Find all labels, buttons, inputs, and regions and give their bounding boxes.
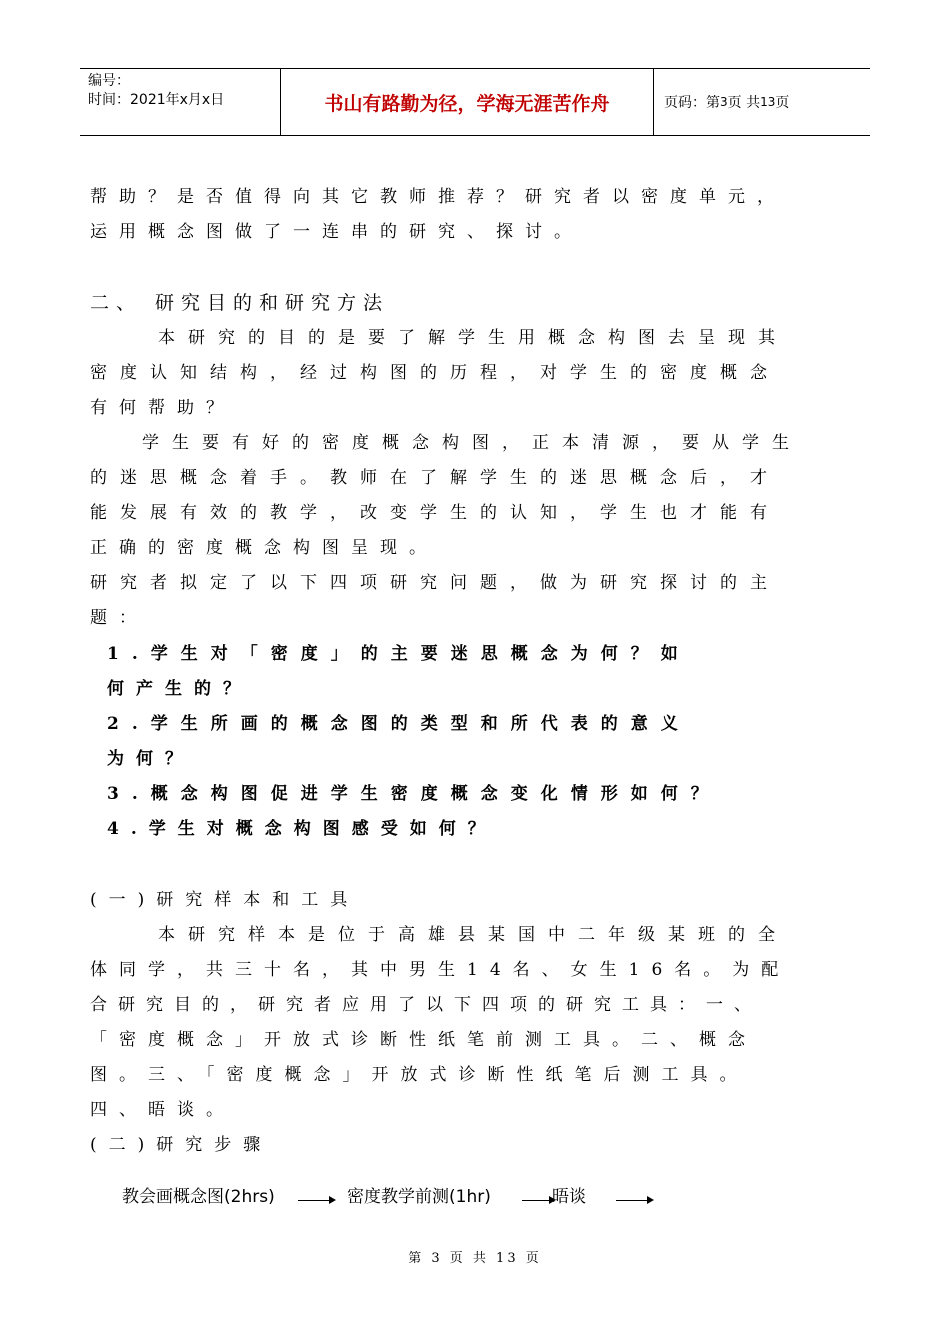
page-mid: 页 共 <box>727 95 761 111</box>
research-question-1-cont: 何产生的？ <box>107 679 252 699</box>
flow-arrow-icon <box>616 1200 648 1201</box>
paragraph-line: 学生要有好的密度概念构图，正本清源，要从学生 <box>142 433 802 453</box>
paragraph-line: 题： <box>90 608 148 628</box>
paragraph-line: 本研究的目的是要了解学生用概念构图去呈现其 <box>158 328 788 348</box>
subsection-heading: (二)研究步骤 <box>90 1135 273 1155</box>
paragraph-line: 体同学，共三十名，其中男生14名、女生16名。为配 <box>90 960 791 980</box>
paragraph-line: 本研究样本是位于高雄县某国中二年级某班的全 <box>158 925 788 945</box>
paragraph-line: 研究者拟定了以下四项研究问题，做为研究探讨的主 <box>90 573 780 593</box>
page-header <box>80 68 870 136</box>
paragraph-line: 「密度概念」开放式诊断性纸笔前测工具。二、概念 <box>90 1030 757 1050</box>
page-total: 13 <box>760 95 776 109</box>
page-number: 3 <box>720 95 728 109</box>
research-question-1: 1.学生对「密度」的主要迷思概念为何？如 <box>107 644 691 664</box>
research-question-2: 2.学生所画的概念图的类型和所代表的意义 <box>107 714 691 734</box>
header-motto: 书山有路勤为径，学海无涯苦作舟 <box>281 69 654 135</box>
number-label: 编号： <box>88 73 130 89</box>
paragraph-line: 运用概念图做了一连串的研究、探讨。 <box>90 222 583 242</box>
time-label: 时间：2021年x月x日 <box>88 92 225 108</box>
paragraph-line: 密度认知结构，经过构图的历程，对学生的密度概念 <box>90 363 780 383</box>
research-question-2-cont: 为何？ <box>107 749 194 769</box>
paragraph-line: 四、晤谈。 <box>90 1100 235 1120</box>
paragraph-line: 的迷思概念着手。教师在了解学生的迷思概念后，才 <box>90 468 780 488</box>
paragraph-line: 图。三、「密度概念」开放式诊断性纸笔后测工具。 <box>90 1065 749 1085</box>
flow-step-3: 晤谈 <box>552 1187 586 1207</box>
research-question-3: 3.概念构图促进学生密度概念变化情形如何？ <box>107 784 721 804</box>
page-prefix: 页码：第 <box>664 95 720 111</box>
header-page-info <box>654 69 870 135</box>
paragraph-line: 能发展有效的教学，改变学生的认知，学生也才能有 <box>90 503 780 523</box>
paragraph-line: 有何帮助？ <box>90 398 235 418</box>
paragraph-line: 合研究目的，研究者应用了以下四项的研究工具：一、 <box>90 995 762 1015</box>
flow-arrow-icon <box>298 1200 330 1201</box>
page-suffix: 页 <box>775 95 790 111</box>
header-meta <box>80 69 281 135</box>
section-heading: 二、 研究目的和研究方法 <box>90 292 390 314</box>
subsection-heading: (一)研究样本和工具 <box>90 890 360 910</box>
flow-arrow-icon <box>522 1200 550 1201</box>
paragraph-line: 帮助？是否值得向其它教师推荐？研究者以密度单元， <box>90 187 786 207</box>
flow-step-1: 教会画概念图(2hrs) <box>122 1187 275 1207</box>
page-footer: 第 3 页 共 13 页 <box>408 1251 542 1266</box>
research-question-4: 4.学生对概念构图感受如何？ <box>107 819 497 839</box>
paragraph-line: 正确的密度概念构图呈现。 <box>90 538 438 558</box>
flow-step-2: 密度教学前测(1hr) <box>347 1187 491 1207</box>
